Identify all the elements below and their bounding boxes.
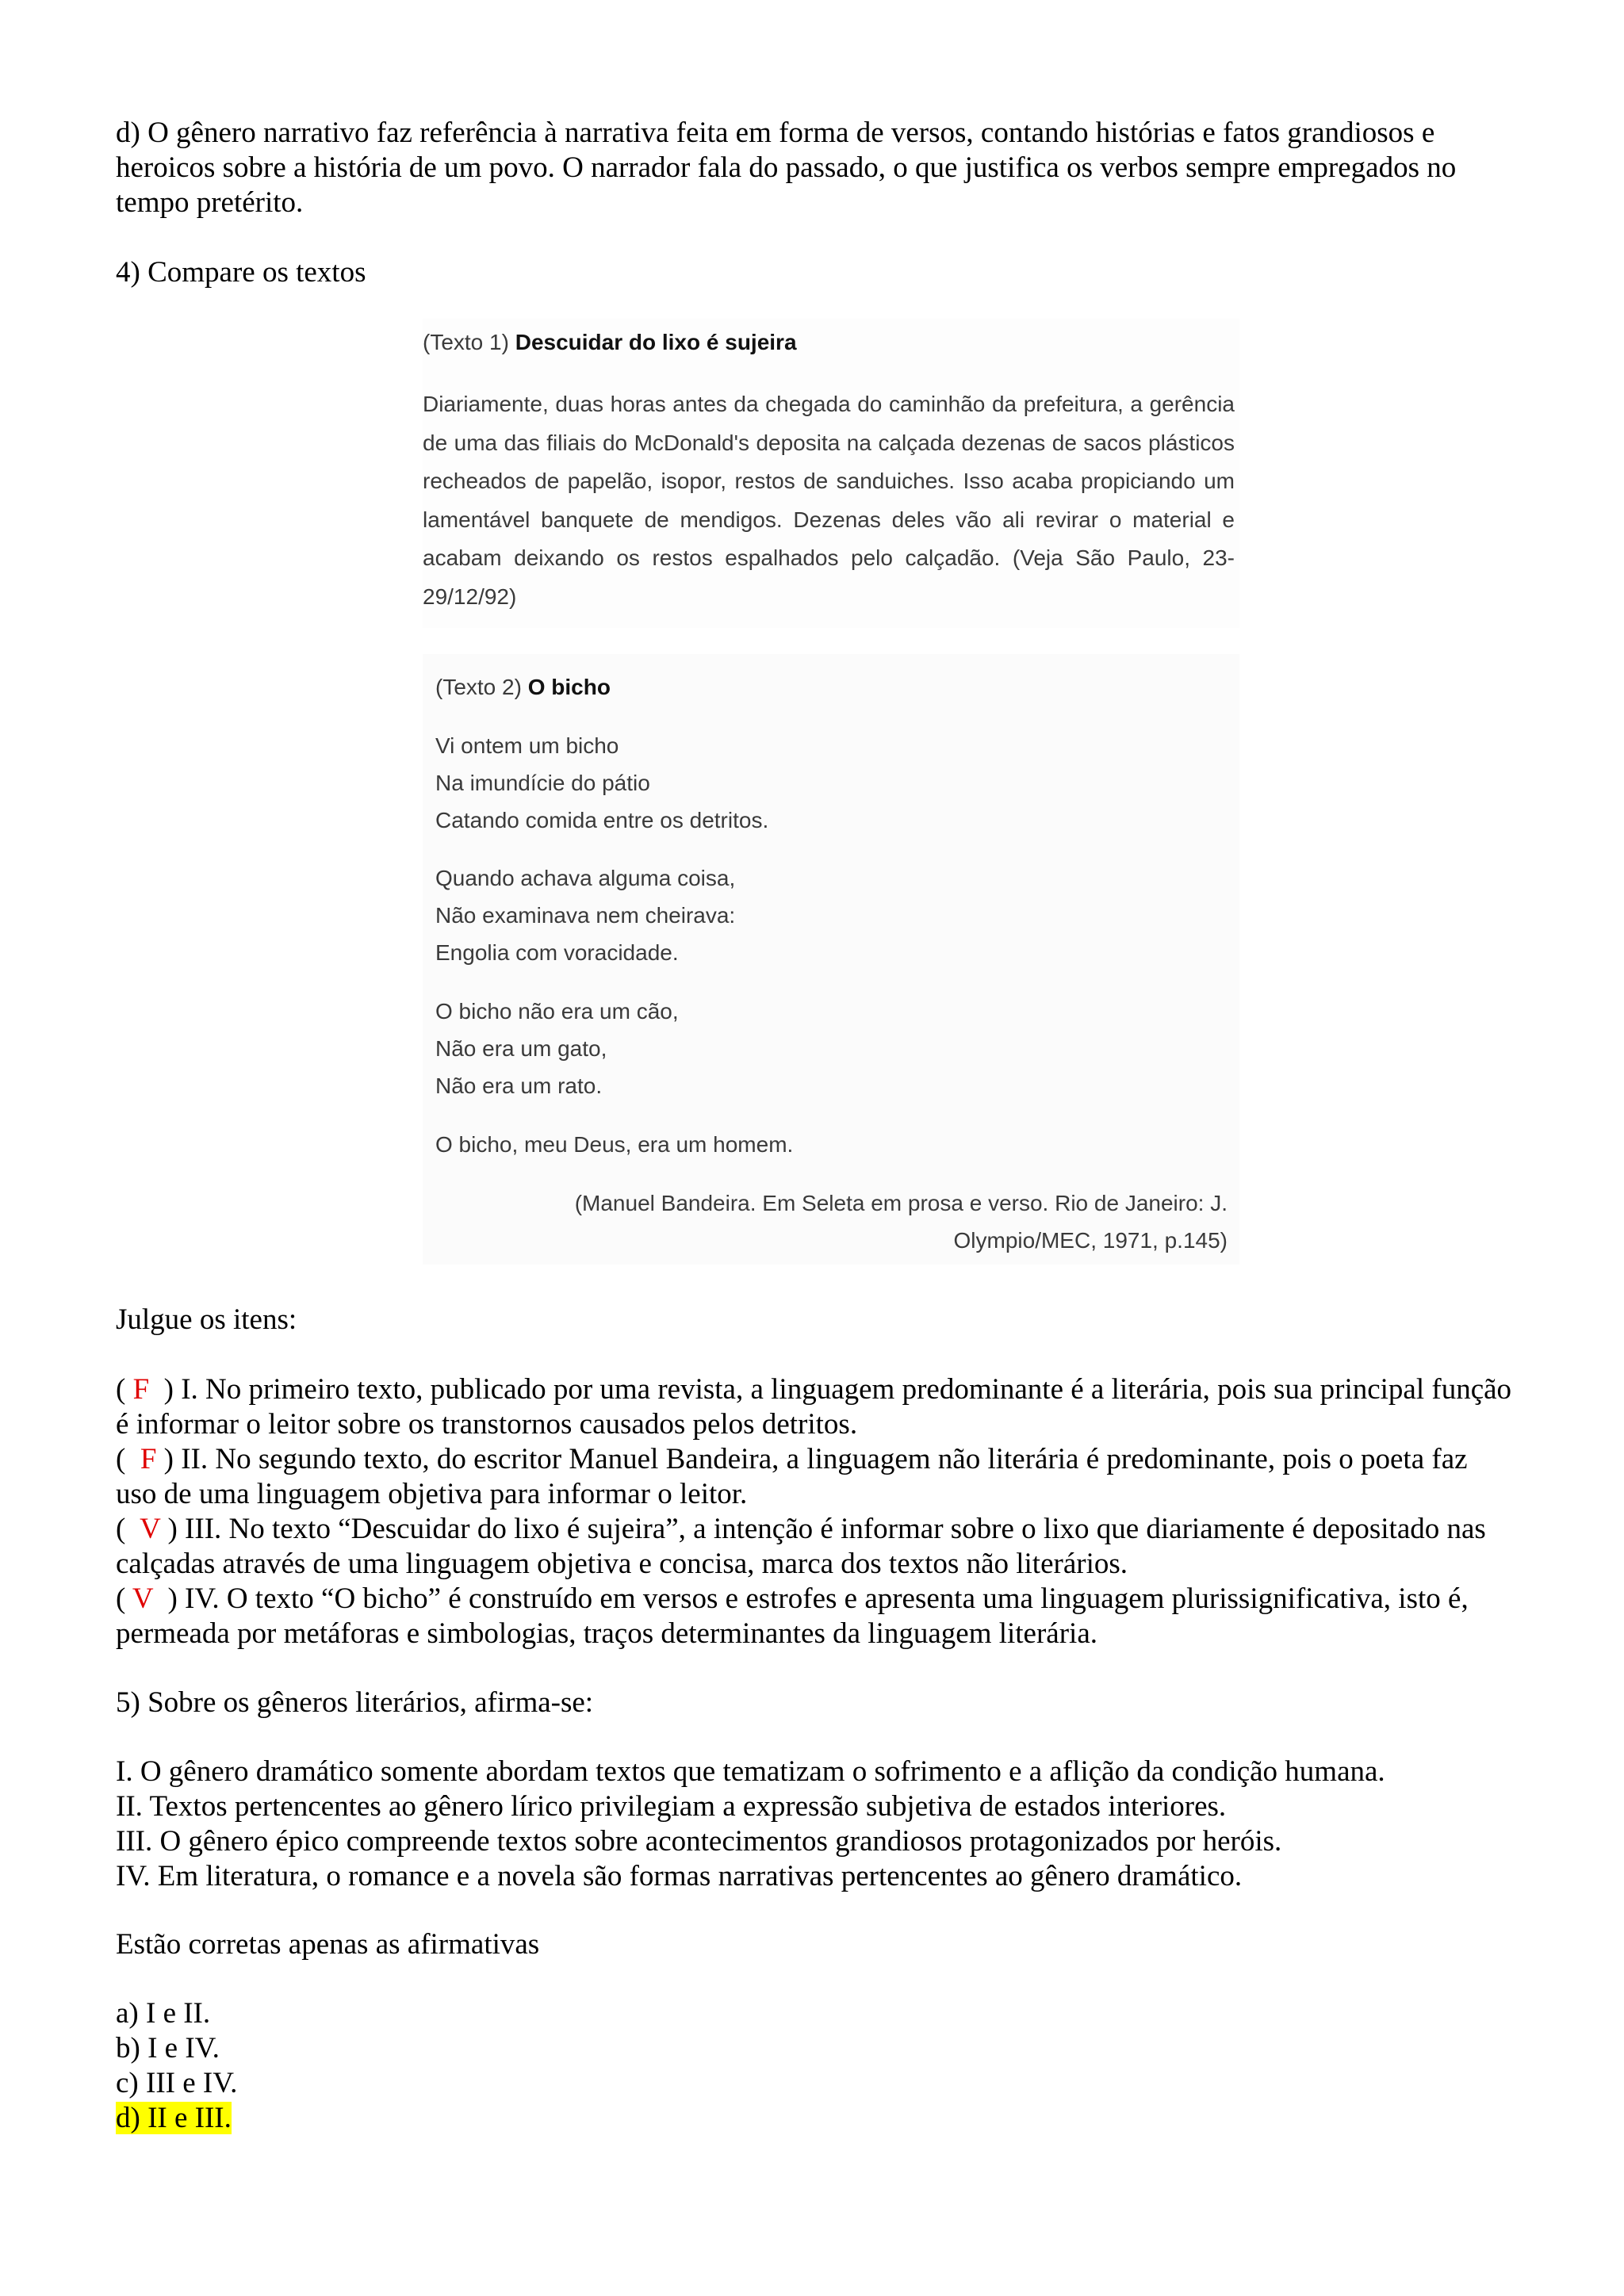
statement: IV. Em literatura, o romance e a novela são formas narrativas pertencentes ao gênero dramático. (116, 1860, 1243, 1892)
item-paren-close: ) (149, 1373, 182, 1406)
poem-line: Engolia com voracidade. (435, 940, 679, 965)
poem-line: Vi ontem um bicho (435, 733, 619, 758)
text1-prefix: (Texto 1) (423, 330, 509, 354)
item-text: III. No texto “Descuidar do lixo é sujeira”, a intenção é informar sobre o lixo que diariamente é depositado nas (185, 1513, 1486, 1545)
question-5-prompt: Estão corretas apenas as afirmativas (116, 1928, 540, 1961)
text1-heading (423, 328, 797, 357)
option-d-correct (116, 2101, 1543, 2136)
text2-title: O bicho (527, 675, 611, 699)
text1-body: Diariamente, duas horas antes da chegada do caminhão da prefeitura, a gerência de uma das filiais do McDonald's deposita na calçada dezenas de sacos plásticos recheados de papelão, isopor, restos de sanduiches. Isso acaba propiciando um lamentável banquete de mendigos. Dezenas deles vão ali revirar o material e acabam deixando os restos espalhados pelo calçadão. (Veja São Paulo, 23-29/12/92) (423, 392, 1235, 609)
previous-option-d (116, 116, 1543, 220)
poem-line: Na imundície do pátio (435, 771, 650, 795)
judge-item-4 (116, 1582, 1543, 1617)
judge-item-1-line-2: é informar o leitor sobre os transtornos causados pelos detritos. (116, 1408, 858, 1441)
poem-line: Catando comida entre os detritos. (435, 808, 769, 832)
judge-item-2-line-2: uso de uma linguagem objetiva para informar o leitor. (116, 1478, 748, 1510)
item-paren-open: ( (116, 1582, 132, 1615)
statement: III. O gênero épico compreende textos sobre acontecimentos grandiosos protagonizados por heróis. (116, 1825, 1282, 1858)
judge-item-3-line-2: calçadas através de uma linguagem objetiva e concisa, marca dos textos não literários. (116, 1548, 1128, 1580)
judge-item-2 (116, 1442, 1543, 1477)
poem-line: Não era um gato, (435, 1036, 607, 1061)
question-5-title: 5) Sobre os gêneros literários, afirma-se: (116, 1686, 594, 1719)
poem-line: Quando achava alguma coisa, (435, 866, 736, 890)
judge-item-1 (116, 1372, 1543, 1407)
item-text: I. No primeiro texto, publicado por uma revista, a linguagem predominante é a literária, pois sua principal função (181, 1373, 1512, 1406)
option-b: b) I e IV. (116, 2032, 220, 2064)
text2-prefix: (Texto 2) (435, 675, 522, 699)
judge-item-4-line-2: permeada por metáforas e simbologias, traços determinantes da linguagem literária. (116, 1617, 1098, 1650)
item-paren-close: ) (156, 1443, 182, 1475)
answer-mark: V (140, 1513, 161, 1545)
item-text: II. No segundo texto, do escritor Manuel Bandeira, a linguagem não literária é predominante, pois o poeta faz (181, 1443, 1468, 1475)
option-d-line-2: heroicos sobre a história de um povo. O narrador fala do passado, o que justifica os verbos sempre empregados no (116, 151, 1457, 184)
item-paren-open: ( (116, 1513, 140, 1545)
item-paren-open: ( (116, 1443, 140, 1475)
poem-line: Não era um rato. (435, 1073, 603, 1098)
question-5-statements (116, 1755, 1543, 1894)
statement: I. O gênero dramático somente abordam textos que tematizam o sofrimento e a aflição da condição humana. (116, 1755, 1385, 1788)
option-d-line-3: tempo pretérito. (116, 186, 304, 219)
item-paren-close: ) (152, 1582, 186, 1615)
judge-item-3 (116, 1512, 1543, 1547)
poem-citation-line-1: (Manuel Bandeira. Em Seleta em prosa e verso. Rio de Janeiro: J. (574, 1191, 1228, 1215)
answer-mark: F (140, 1443, 157, 1475)
option-d-line-1: d) O gênero narrativo faz referência à narrativa feita em forma de versos, contando histórias e fatos grandiosos e (116, 117, 1435, 149)
poem-line: O bicho, meu Deus, era um homem. (435, 1132, 794, 1157)
item-text: IV. O texto “O bicho” é construído em versos e estrofes e apresenta uma linguagem plurissignificativa, isto é, (185, 1582, 1469, 1615)
question-5-options (116, 1996, 1543, 2136)
statement: II. Textos pertencentes ao gênero lírico privilegiam a expressão subjetiva de estados interiores. (116, 1790, 1227, 1823)
poem-line: Não examinava nem cheirava: (435, 903, 736, 928)
poem-line: O bicho não era um cão, (435, 999, 679, 1024)
judge-items (116, 1372, 1543, 1651)
text1-title: Descuidar do lixo é sujeira (515, 330, 797, 354)
answer-mark: V (132, 1582, 153, 1615)
text2-heading (435, 673, 611, 702)
item-paren-close: ) (160, 1513, 186, 1545)
item-paren-open: ( (116, 1373, 133, 1406)
correct-answer-highlight: d) II e III. (116, 2102, 232, 2134)
judge-label: Julgue os itens: (116, 1303, 297, 1336)
option-a: a) I e II. (116, 1997, 211, 2030)
question-4-title: 4) Compare os textos (116, 256, 366, 289)
option-c: c) III e IV. (116, 2067, 238, 2099)
poem-citation-line-2: Olympio/MEC, 1971, p.145) (953, 1228, 1228, 1253)
answer-mark: F (132, 1373, 150, 1406)
